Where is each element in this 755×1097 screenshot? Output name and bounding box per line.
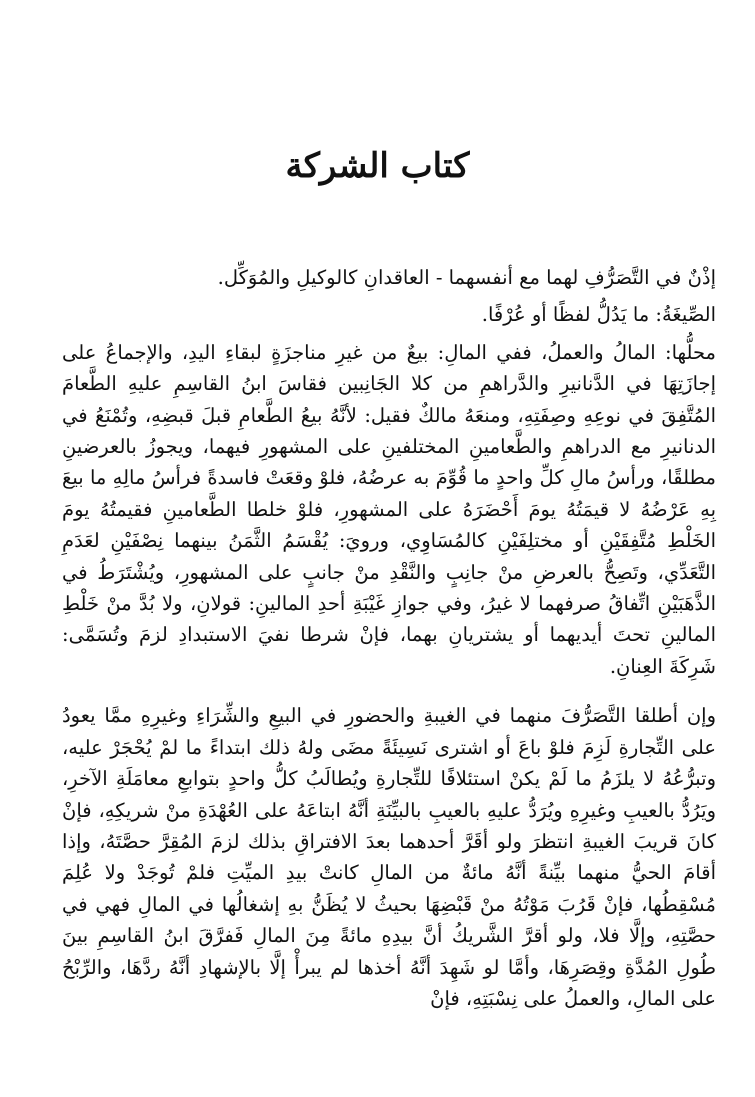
paragraph-disposal: وإن أطلقا التَّصَرُّفَ منهما في الغيبةِ والحضورِ في البيعِ والشِّرَاءِ وغيرِهِ ممَّا يعودُ على التِّجارةِ لَزِمَ فلوْ باعَ أو اشترى نَسِيئَةً مضَى ولهُ ذلك ابتداءً ما لمْ يُحْجَرْ عليه، وتبرُّعُهُ لا يلزَمُ ما لَمْ يكنْ استئلافًا للتِّجارةِ ويُطالَبُ كلُّ واحدٍ بتوابعِ معامَلَةِ الآخرِ، ويَرُدُّ بالعيبِ وغيرِهِ ويُرَدُّ عليهِ بالعيبِ بالبيِّنَةِ أنَّهُ ابتاعَهُ على العُهْدَةِ منْ شريكِهِ، فإنْ كانَ قريبَ الغيبةِ انتظرَ ولو أقَرَّ أحدهما بعدَ الافتراقِ بذلك لزمَ المُقِرَّ حصَّتَهُ، وإذا أقامَ الحيُّ منهما بيِّنةً أنَّهُ مائةٌ من المالِ كانتْ بيدِ الميِّتِ فلمْ تُوجَدْ ولا عُلِمَ مُسْقِطُها، فإنْ قَرُبَ مَوْتُهُ منْ قَبْضِهَا بحيثُ لا يُظَنُّ بهِ إشغالُها في المالِ فهي في حصَّتِهِ، وإلَّا فلا، ولو أقرَّ الشَّريكُ أنَّ بيدِهِ مائةً مِنَ المالِ فَفرَّقَ ابنُ القاسِمِ بينَ طُولِ المُدَّةِ وقِصَرِهَا، وأمَّا لو شَهِدَ أنَّهُ أخذها لم يبرأْ إلَّا بالإشهادِ أنَّهُ ردَّهَا، والرِّبْحُ على المالِ، والعملُ على نِسْبَتِهِ، فإنْ [62,704,716,1010]
page-title: كتاب الشركة [285,146,470,186]
paragraph-definition: إذْنٌ في التَّصَرُّفِ لهما مع أنفسهما - العاقدانِ كالوكيلِ والمُوَكِّل. [217,266,716,289]
paragraph-subject: محلُّها: المالُ والعملُ، ففي المالِ: بيعٌ من غيرِ مناجزَةٍ لبقاءِ اليدِ، والإجماعُ على إجازَتِهَا في الدَّنانيرِ والدَّراهمِ من كلا الجَانِبين فقاسَ ابنُ القاسِمِ عليهِ الطَّعامَ المُتَّفِقَ في نوعِهِ وصِفَتِهِ، ومنعَهُ مالكٌ فقيل: لأنَّهُ بيعُ الطَّعامِ قبلَ قبضِهِ، وتُمْنَعُ في الدنانيرِ مع الدراهمِ والطَّعامينِ المختلفينِ على المشهورِ فيهما، ويجوزُ بالعرضينِ مطلقًا، ورأسُ مالِ كلِّ واحدٍ ما قُوِّمَ به عرضُهُ، فلوْ وقعَتْ فاسدةً فرأسُ مالِهِ ما بيعَ بِهِ عَرْضُهُ لا قيمَتُهُ يومَ أَحْضَرَهُ على المشهورِ، فلوْ خلطا الطَّعامينِ فقيمتُهُ يومَ الخَلْطِ مُتَّفِقَيْنِ أو مختلِفَيْنِ كالمُسَاوِي، ورويَ: يُقْسَمُ الثَّمَنُ بينهما نِصْفَيْنِ لعَدَمِ التَّعَدِّي، وتَصِحُّ بالعرضِ منْ جانِبٍ والنَّقْدِ منْ جانبٍ على المشهورِ، ويُشْتَرَطُ في الذَّهَبَيْنِ اتِّفاقُ صرفهما لا غيرُ، وفي جوازِ غَيْبَةِ أحدِ المالينِ: قولانِ، ولا بُدَّ منْ خَلْطِ المالينِ تحتَ أيديهما أو يشتريانِ بهما، فإنْ شرطا نفيَ الاستبدادِ لزمَ وتُسَمَّى: شَرِكَةَ العِنانِ. [62,340,716,678]
body-text [62,262,716,1014]
spacer [62,682,716,700]
paragraph-formula: الصِّيغَةُ: ما يَدُلُّ لفظًا أو عُرْفًا. [481,303,716,327]
